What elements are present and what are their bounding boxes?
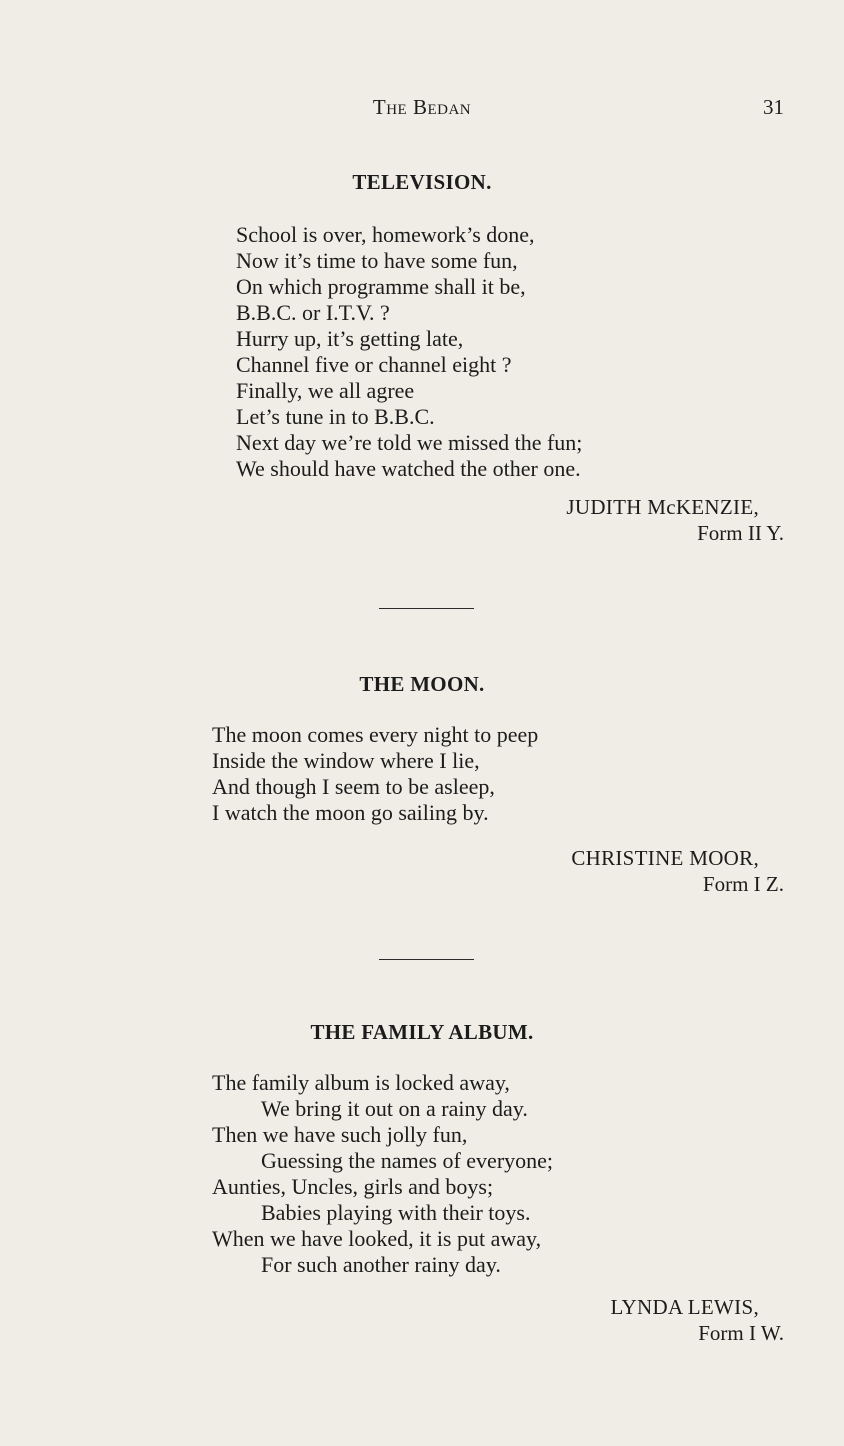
verse-line: When we have looked, it is put away, xyxy=(212,1226,542,1251)
author-name: JUDITH McKENZIE, xyxy=(566,495,759,519)
verse-line: Finally, we all agree xyxy=(236,378,415,403)
author-form: Form I W. xyxy=(698,1321,784,1345)
verse-line-indented: For such another rainy day. xyxy=(261,1252,501,1277)
poem-body-family-album xyxy=(212,1070,553,1278)
verse-line-indented: We bring it out on a rainy day. xyxy=(261,1096,528,1121)
section-divider xyxy=(379,959,474,960)
verse-line-indented: Guessing the names of everyone; xyxy=(261,1148,554,1173)
author-name: CHRISTINE MOOR, xyxy=(571,846,759,870)
verse-line: Now it’s time to have some fun, xyxy=(236,248,518,273)
author-signature-family-album xyxy=(611,1294,784,1346)
verse-line: Then we have such jolly fun, xyxy=(212,1122,468,1147)
page-header xyxy=(0,95,844,123)
verse-line: Let’s tune in to B.B.C. xyxy=(236,404,435,429)
poem-body-moon xyxy=(212,722,538,826)
poem-body-television xyxy=(236,222,582,482)
verse-line: And though I seem to be asleep, xyxy=(212,774,495,799)
verse-line: School is over, homework’s done, xyxy=(236,222,535,247)
verse-line: On which programme shall it be, xyxy=(236,274,526,299)
verse-line: Hurry up, it’s getting late, xyxy=(236,326,464,351)
verse-line: Inside the window where I lie, xyxy=(212,748,480,773)
running-title: The Bedan xyxy=(372,95,472,119)
verse-line: I watch the moon go sailing by. xyxy=(212,800,489,825)
verse-line-indented: Babies playing with their toys. xyxy=(261,1200,531,1225)
verse-line: Next day we’re told we missed the fun; xyxy=(236,430,583,455)
poem-title-family-album: THE FAMILY ALBUM. xyxy=(310,1020,534,1044)
author-form: Form II Y. xyxy=(697,521,784,545)
verse-line: Aunties, Uncles, girls and boys; xyxy=(212,1174,494,1199)
author-signature-television xyxy=(566,494,784,546)
poem-title-television: TELEVISION. xyxy=(352,170,492,194)
author-signature-moon xyxy=(571,845,784,897)
author-form: Form I Z. xyxy=(702,872,784,896)
poem-title-moon: THE MOON. xyxy=(359,672,485,696)
verse-line: B.B.C. or I.T.V. ? xyxy=(236,300,390,325)
section-divider xyxy=(379,608,474,609)
verse-line: Channel five or channel eight ? xyxy=(236,352,512,377)
page-number: 31 xyxy=(763,95,784,119)
verse-line: The moon comes every night to peep xyxy=(212,722,539,747)
author-name: LYNDA LEWIS, xyxy=(610,1295,759,1319)
verse-line: The family album is locked away, xyxy=(212,1070,510,1095)
verse-line: We should have watched the other one. xyxy=(236,456,581,481)
